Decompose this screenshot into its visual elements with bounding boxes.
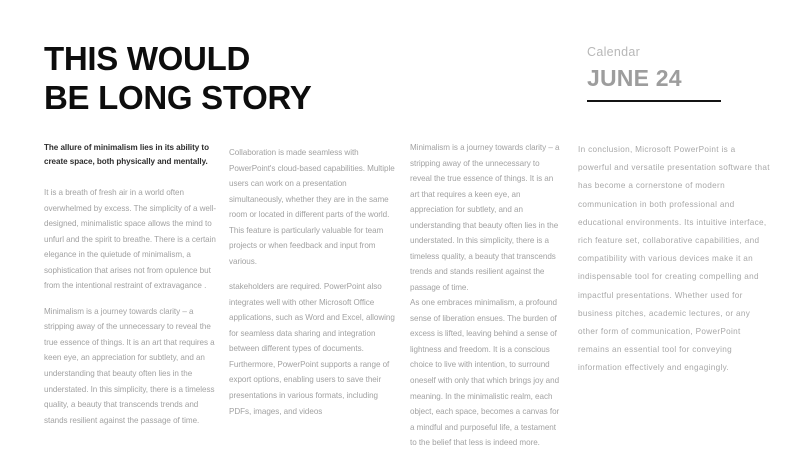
text-column-2 bbox=[229, 145, 395, 419]
page-title: THIS WOULD BE LONG STORY bbox=[44, 40, 312, 116]
column-2-paragraph: Collaboration is made seamless with PowerPoint's cloud-based capabilities. Multiple users can work on a presentation simultaneously, whether they are in the same room or located in different parts of the world. This feature is particularly valuable for team projects or when feedback and input from various. bbox=[229, 148, 395, 266]
column-3-paragraph: As one embraces minimalism, a profound sense of liberation ensues. The burden of excess is lifted, leaving behind a sense of lightness and freedom. It is a conscious choice to live with intention, to surround oneself with only that which brings joy and meaning. In the minimalistic realm, each object, each space, becomes a canvas for a mindful and purposeful life, a testament to the belief that less is indeed more. bbox=[410, 298, 560, 448]
column-4-paragraph: In conclusion, Microsoft PowerPoint is a powerful and versatile presentation software that has become a cornerstone of modern communication in both professional and educational environments. Its intuitive interface, rich feature set, collaborative capabilities, and compatibility with various devices make it an indispensable tool for creating compelling and impactful presentations. Whether used for business pitches, academic lectures, or any other form of communication, PowerPoint remains an essential tool for conveying information effectively and engagingly. bbox=[578, 145, 770, 373]
text-column-1 bbox=[44, 141, 216, 428]
column-1-paragraph: Minimalism is a journey towards clarity – a stripping away of the unnecessary to reveal the true essence of things. It is an art that requires a keen eye, an appreciation for subtlety, and an understanding that beauty often lies in the understated. In this simplicity, there is a timeless quality, a beauty that transcends trends and stands resilient against the passage of time. bbox=[44, 306, 215, 425]
column-3-paragraph: Minimalism is a journey towards clarity – a stripping away of the unnecessary to reveal the true essence of things. It is an art that requires a keen eye, an appreciation for subtlety, and an understanding that beauty often lies in the understated. In this simplicity, there is a timeless quality, a beauty that transcends trends and stands resilient against the passage of time. bbox=[410, 143, 560, 292]
text-column-4 bbox=[578, 141, 770, 378]
column-1-lead-paragraph: The allure of minimalism lies in its ability to create space, both physically and mentally. bbox=[44, 143, 209, 167]
text-column-3 bbox=[410, 140, 562, 451]
calendar-label: Calendar bbox=[587, 45, 641, 59]
column-2-paragraph: stakeholders are required. PowerPoint also integrates well with other Microsoft Office applications, such as Word and Excel, allowing for seamless data sharing and integration between different types of documents. bbox=[229, 282, 395, 354]
calendar-value: JUNE 24 bbox=[587, 64, 682, 91]
column-1-paragraph: It is a breath of fresh air in a world often overwhelmed by excess. The simplicity of a well-designed, minimalistic space allows the mind to unfurl and the spirit to breathe. There is a certain elegance in the quietude of minimalism, a sophistication that arises not from opulence but from the intentional restraint of extravagance . bbox=[44, 188, 216, 291]
column-2-paragraph: Furthermore, PowerPoint supports a range of export options, enabling users to save their presentations in various formats, including PDFs, images, and videos bbox=[229, 359, 390, 416]
